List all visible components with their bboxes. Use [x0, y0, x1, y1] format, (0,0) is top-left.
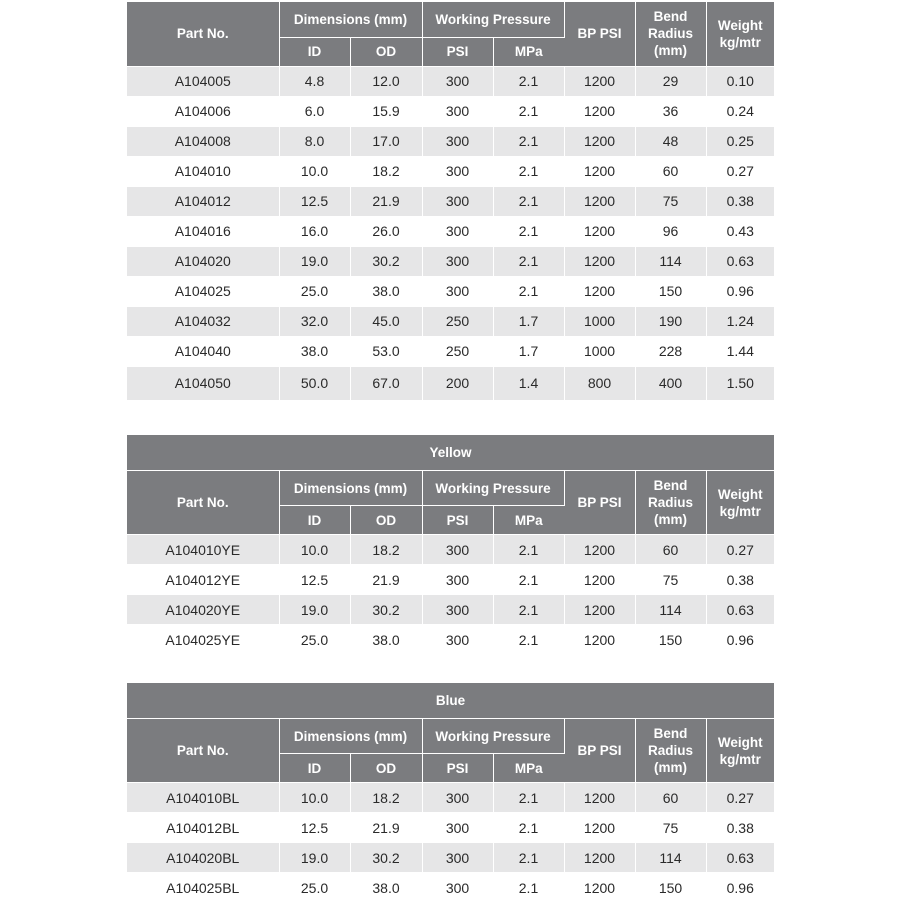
- header-id: ID: [279, 37, 350, 66]
- header-working-pressure: Working Pressure: [422, 2, 564, 37]
- bp-psi-cell: 1200: [564, 96, 635, 126]
- header-mpa: MPa: [493, 506, 564, 535]
- part-no-cell: A104012BL: [127, 813, 279, 843]
- psi-cell: 300: [422, 595, 493, 625]
- weight-cell: 0.96: [706, 873, 774, 903]
- bp-psi-cell: 1200: [564, 66, 635, 96]
- id-cell: 19.0: [279, 843, 350, 873]
- bp-psi-cell: 1200: [564, 813, 635, 843]
- part-no-cell: A104050: [127, 366, 279, 400]
- bend-radius-cell: 114: [635, 843, 706, 873]
- mpa-cell: 2.1: [493, 186, 564, 216]
- id-cell: 12.5: [279, 813, 350, 843]
- bend-radius-cell: 114: [635, 246, 706, 276]
- od-cell: 12.0: [350, 66, 422, 96]
- header-psi: PSI: [422, 754, 493, 783]
- mpa-cell: 1.4: [493, 366, 564, 400]
- header-bend-radius: [635, 2, 706, 66]
- bp-psi-cell: 1200: [564, 186, 635, 216]
- od-cell: 38.0: [350, 276, 422, 306]
- mpa-cell: 2.1: [493, 565, 564, 595]
- header-od: OD: [350, 37, 422, 66]
- part-no-cell: A104020BL: [127, 843, 279, 873]
- part-no-cell: A104020: [127, 246, 279, 276]
- weight-cell: 0.63: [706, 595, 774, 625]
- id-cell: 19.0: [279, 246, 350, 276]
- header-mpa: MPa: [493, 754, 564, 783]
- bend-radius-cell: 114: [635, 595, 706, 625]
- bend-line1: Bend: [653, 9, 688, 25]
- psi-cell: 300: [422, 156, 493, 186]
- bp-psi-cell: 1200: [564, 216, 635, 246]
- weight-cell: 0.25: [706, 126, 774, 156]
- bend-radius-cell: 150: [635, 625, 706, 655]
- table-row: [127, 535, 774, 565]
- bend-radius-cell: 75: [635, 186, 706, 216]
- part-no-cell: A104006: [127, 96, 279, 126]
- od-cell: 18.2: [350, 783, 422, 813]
- bend-radius-cell: 75: [635, 565, 706, 595]
- part-no-cell: A104012: [127, 186, 279, 216]
- header-dimensions: Dimensions (mm): [279, 471, 422, 506]
- bp-psi-cell: 1200: [564, 535, 635, 565]
- table-body: [127, 783, 774, 903]
- bend-radius-cell: 228: [635, 336, 706, 366]
- table-row: [127, 156, 774, 186]
- id-cell: 19.0: [279, 595, 350, 625]
- id-cell: 10.0: [279, 156, 350, 186]
- weight-cell: 0.63: [706, 246, 774, 276]
- bend-radius-cell: 75: [635, 813, 706, 843]
- od-cell: 45.0: [350, 306, 422, 336]
- psi-cell: 300: [422, 186, 493, 216]
- psi-cell: 300: [422, 66, 493, 96]
- od-cell: 21.9: [350, 813, 422, 843]
- table-row: [127, 366, 774, 400]
- header-bp-psi: BP PSI: [564, 719, 635, 783]
- header-working-pressure: Working Pressure: [422, 471, 564, 506]
- od-cell: 38.0: [350, 625, 422, 655]
- table-row: [127, 813, 774, 843]
- id-cell: 12.5: [279, 186, 350, 216]
- part-no-cell: A104020YE: [127, 595, 279, 625]
- header-bend-radius: [635, 471, 706, 535]
- weight-cell: 0.27: [706, 156, 774, 186]
- mpa-cell: 2.1: [493, 625, 564, 655]
- header-dimensions: Dimensions (mm): [279, 2, 422, 37]
- part-no-cell: A104040: [127, 336, 279, 366]
- id-cell: 12.5: [279, 565, 350, 595]
- hose-spec-table-blue: [127, 683, 774, 903]
- bp-psi-cell: 1200: [564, 156, 635, 186]
- table-body: [127, 66, 774, 400]
- psi-cell: 300: [422, 126, 493, 156]
- header-psi: PSI: [422, 37, 493, 66]
- weight-cell: 0.38: [706, 565, 774, 595]
- bend-line3: (mm): [654, 43, 688, 59]
- id-cell: 50.0: [279, 366, 350, 400]
- header-bend-radius: [635, 719, 706, 783]
- od-cell: 53.0: [350, 336, 422, 366]
- bend-line3: (mm): [654, 512, 687, 527]
- table-row: [127, 276, 774, 306]
- bend-radius-cell: 96: [635, 216, 706, 246]
- table-row: [127, 873, 774, 903]
- psi-cell: 300: [422, 96, 493, 126]
- weight-cell: 0.27: [706, 535, 774, 565]
- bp-psi-cell: 1200: [564, 873, 635, 903]
- weight-cell: 0.96: [706, 625, 774, 655]
- mpa-cell: 2.1: [493, 156, 564, 186]
- bend-line3: (mm): [654, 760, 687, 775]
- header-weight: [706, 2, 774, 66]
- bp-psi-cell: 1000: [564, 306, 635, 336]
- mpa-cell: 2.1: [493, 783, 564, 813]
- header-part-no: Part No.: [127, 2, 279, 66]
- id-cell: 38.0: [279, 336, 350, 366]
- bend-radius-cell: 150: [635, 276, 706, 306]
- od-cell: 26.0: [350, 216, 422, 246]
- weight-cell: 0.27: [706, 783, 774, 813]
- bend-radius-cell: 36: [635, 96, 706, 126]
- mpa-cell: 1.7: [493, 336, 564, 366]
- table-row: [127, 126, 774, 156]
- bend-radius-cell: 150: [635, 873, 706, 903]
- bend-radius-cell: 190: [635, 306, 706, 336]
- weight-line2: kg/mtr: [719, 34, 761, 50]
- header-mpa: MPa: [493, 37, 564, 66]
- od-cell: 30.2: [350, 246, 422, 276]
- psi-cell: 300: [422, 843, 493, 873]
- weight-cell: 0.24: [706, 96, 774, 126]
- id-cell: 25.0: [279, 873, 350, 903]
- table-row: [127, 565, 774, 595]
- part-no-cell: A104012YE: [127, 565, 279, 595]
- weight-cell: 0.38: [706, 813, 774, 843]
- header-bp-psi: BP PSI: [564, 2, 635, 66]
- weight-cell: 1.24: [706, 306, 774, 336]
- hose-spec-table-standard: [127, 2, 774, 401]
- bp-psi-cell: 1200: [564, 843, 635, 873]
- table-row: [127, 246, 774, 276]
- bp-psi-cell: 1200: [564, 595, 635, 625]
- bp-psi-cell: 1200: [564, 625, 635, 655]
- table-row: [127, 625, 774, 655]
- psi-cell: 300: [422, 216, 493, 246]
- psi-cell: 300: [422, 783, 493, 813]
- od-cell: 38.0: [350, 873, 422, 903]
- bend-line1: Bend: [653, 726, 688, 741]
- bend-radius-cell: 60: [635, 535, 706, 565]
- part-no-cell: A104025: [127, 276, 279, 306]
- od-cell: 18.2: [350, 535, 422, 565]
- part-no-cell: A104010YE: [127, 535, 279, 565]
- psi-cell: 300: [422, 246, 493, 276]
- header-od: OD: [350, 506, 422, 535]
- od-cell: 21.9: [350, 186, 422, 216]
- psi-cell: 300: [422, 535, 493, 565]
- mpa-cell: 1.7: [493, 306, 564, 336]
- table-caption-yellow: Yellow: [127, 435, 774, 471]
- mpa-cell: 2.1: [493, 535, 564, 565]
- table-caption-blue: Blue: [127, 683, 774, 719]
- weight-line2: kg/mtr: [719, 503, 761, 519]
- bend-radius-cell: 400: [635, 366, 706, 400]
- bend-radius-cell: 60: [635, 156, 706, 186]
- header-working-pressure: Working Pressure: [422, 719, 564, 754]
- weight-cell: 0.96: [706, 276, 774, 306]
- header-od: OD: [350, 754, 422, 783]
- table-row: [127, 96, 774, 126]
- bp-psi-cell: 1200: [564, 246, 635, 276]
- mpa-cell: 2.1: [493, 66, 564, 96]
- table-row: [127, 186, 774, 216]
- part-no-cell: A104016: [127, 216, 279, 246]
- weight-cell: 0.43: [706, 216, 774, 246]
- mpa-cell: 2.1: [493, 873, 564, 903]
- mpa-cell: 2.1: [493, 126, 564, 156]
- header-id: ID: [279, 754, 350, 783]
- bend-radius-cell: 29: [635, 66, 706, 96]
- id-cell: 25.0: [279, 276, 350, 306]
- mpa-cell: 2.1: [493, 276, 564, 306]
- header-part-no: Part No.: [127, 471, 279, 535]
- header-bp-psi: BP PSI: [564, 471, 635, 535]
- od-cell: 30.2: [350, 595, 422, 625]
- bend-line1: Bend: [653, 478, 688, 493]
- table-row: [127, 66, 774, 96]
- od-cell: 21.9: [350, 565, 422, 595]
- part-no-cell: A104010BL: [127, 783, 279, 813]
- id-cell: 10.0: [279, 783, 350, 813]
- od-cell: 17.0: [350, 126, 422, 156]
- part-no-cell: A104005: [127, 66, 279, 96]
- id-cell: 4.8: [279, 66, 350, 96]
- bend-line2: Radius: [647, 743, 693, 758]
- table-row: [127, 783, 774, 813]
- bp-psi-cell: 1200: [564, 126, 635, 156]
- mpa-cell: 2.1: [493, 843, 564, 873]
- id-cell: 16.0: [279, 216, 350, 246]
- bend-radius-cell: 48: [635, 126, 706, 156]
- mpa-cell: 2.1: [493, 246, 564, 276]
- table-row: [127, 595, 774, 625]
- mpa-cell: 2.1: [493, 813, 564, 843]
- header-weight: [706, 719, 774, 783]
- psi-cell: 300: [422, 625, 493, 655]
- header-id: ID: [279, 506, 350, 535]
- bp-psi-cell: 1200: [564, 276, 635, 306]
- weight-cell: 1.50: [706, 366, 774, 400]
- mpa-cell: 2.1: [493, 96, 564, 126]
- id-cell: 25.0: [279, 625, 350, 655]
- part-no-cell: A104025YE: [127, 625, 279, 655]
- psi-cell: 300: [422, 565, 493, 595]
- od-cell: 30.2: [350, 843, 422, 873]
- weight-line1: Weight: [717, 734, 763, 750]
- weight-cell: 0.38: [706, 186, 774, 216]
- psi-cell: 250: [422, 306, 493, 336]
- psi-cell: 300: [422, 276, 493, 306]
- weight-line1: Weight: [717, 486, 763, 502]
- weight-cell: 0.63: [706, 843, 774, 873]
- table-body: [127, 535, 774, 655]
- od-cell: 15.9: [350, 96, 422, 126]
- weight-line2: kg/mtr: [719, 751, 761, 767]
- id-cell: 6.0: [279, 96, 350, 126]
- bend-radius-cell: 60: [635, 783, 706, 813]
- header-psi: PSI: [422, 506, 493, 535]
- weight-line1: Weight: [717, 17, 763, 33]
- header-dimensions: Dimensions (mm): [279, 719, 422, 754]
- header-weight: [706, 471, 774, 535]
- table-row: [127, 306, 774, 336]
- bp-psi-cell: 1000: [564, 336, 635, 366]
- mpa-cell: 2.1: [493, 216, 564, 246]
- table-row: [127, 336, 774, 366]
- bend-line2: Radius: [647, 495, 693, 510]
- part-no-cell: A104025BL: [127, 873, 279, 903]
- bp-psi-cell: 800: [564, 366, 635, 400]
- part-no-cell: A104032: [127, 306, 279, 336]
- bp-psi-cell: 1200: [564, 783, 635, 813]
- weight-cell: 0.10: [706, 66, 774, 96]
- part-no-cell: A104010: [127, 156, 279, 186]
- weight-cell: 1.44: [706, 336, 774, 366]
- psi-cell: 250: [422, 336, 493, 366]
- psi-cell: 300: [422, 873, 493, 903]
- psi-cell: 200: [422, 366, 493, 400]
- id-cell: 32.0: [279, 306, 350, 336]
- header-part-no: Part No.: [127, 719, 279, 783]
- id-cell: 10.0: [279, 535, 350, 565]
- bp-psi-cell: 1200: [564, 565, 635, 595]
- od-cell: 18.2: [350, 156, 422, 186]
- table-row: [127, 843, 774, 873]
- mpa-cell: 2.1: [493, 595, 564, 625]
- table-row: [127, 216, 774, 246]
- hose-spec-table-yellow: [127, 435, 774, 655]
- od-cell: 67.0: [350, 366, 422, 400]
- part-no-cell: A104008: [127, 126, 279, 156]
- id-cell: 8.0: [279, 126, 350, 156]
- bend-line2: Radius: [648, 26, 694, 42]
- psi-cell: 300: [422, 813, 493, 843]
